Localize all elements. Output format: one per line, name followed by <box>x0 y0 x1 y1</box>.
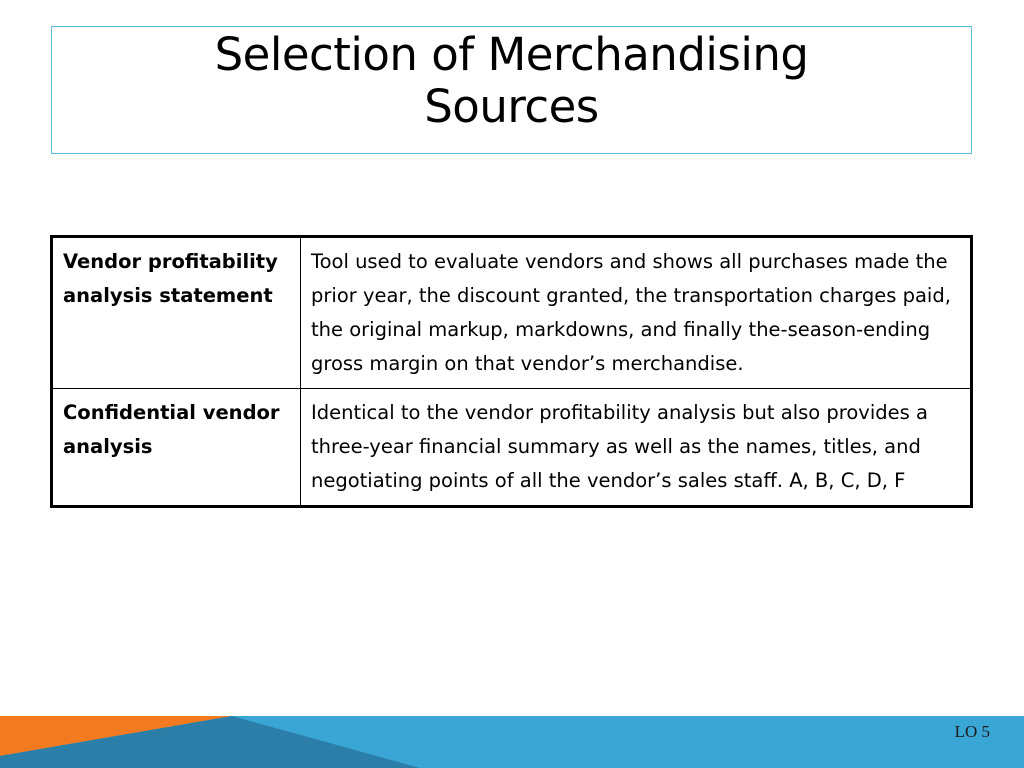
definition-cell: Identical to the vendor profitability analysis but also provides a three-year financial summary as well as the names, titles, and negotiating points of all the vendor’s sales staff. A, B, C, D, F <box>301 389 972 507</box>
title-box <box>51 26 972 154</box>
learning-objective-label: LO 5 <box>954 722 990 741</box>
definitions-table <box>50 235 973 508</box>
footer-decoration <box>0 716 1024 768</box>
definition-cell: Tool used to evaluate vendors and shows all purchases made the prior year, the discount granted, the transportation charges paid, the original markup, markdowns, and finally the-season-ending gross margin on that vendor’s merchandise. <box>301 237 972 389</box>
term-cell: Confidential vendor analysis <box>52 389 301 507</box>
footer-band <box>0 716 1024 768</box>
term-cell: Vendor profitability analysis statement <box>52 237 301 389</box>
slide-title: Selection of Merchandising Sources <box>214 28 809 133</box>
table-row <box>52 389 972 507</box>
table-row <box>52 237 972 389</box>
